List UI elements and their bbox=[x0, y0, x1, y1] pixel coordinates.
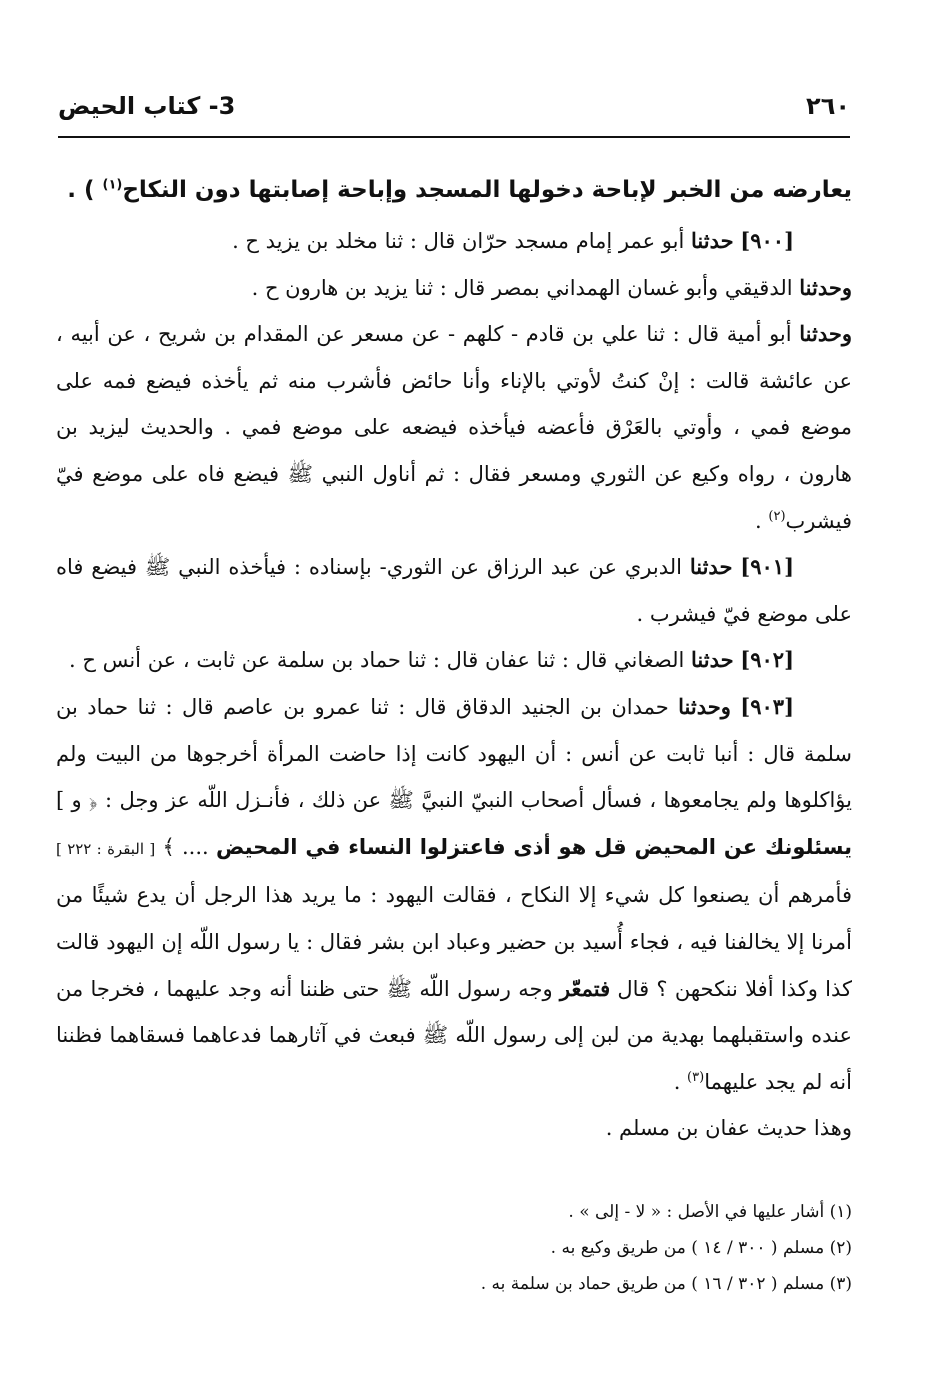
haddathana: وحدثنا bbox=[799, 274, 852, 300]
footnote-ref-3: (٣) bbox=[687, 1069, 705, 1085]
hadith-text-2: فأمرهم أن يصنعوا كل شيء إلا النكاح ، فقالت اليهود : ما يريد هذا الرجل أن يدع شيئًا من أمرنا إلا يخالفنا فيه ، فجاء أُسيد بن حضير وعباد ابن بشر فقال : يا رسول اللّه إن اليهود قالت كذا وكذا أفلا ننكحهن ؟ قال bbox=[56, 883, 852, 1001]
quran-verse: يسئلونك عن المحيض قل هو أذى فاعتزلوا النساء في المحيض bbox=[215, 834, 852, 859]
verse-ellipsis: .... ﴾ bbox=[155, 834, 216, 859]
chain-end: . bbox=[755, 508, 769, 533]
main-text bbox=[56, 162, 852, 1152]
hadith-902 bbox=[56, 637, 852, 684]
chain-3 bbox=[56, 311, 852, 544]
header-divider bbox=[58, 136, 850, 138]
emphasis-word: فتمعّر bbox=[559, 975, 611, 1001]
hadith-901 bbox=[56, 544, 852, 637]
footnotes bbox=[56, 1194, 852, 1302]
hadith-end: . bbox=[673, 1069, 688, 1094]
footnote-1: (١) أشار عليها في الأصل : « لا - إلى » . bbox=[568, 1202, 852, 1222]
footnote-ref-2: (٢) bbox=[768, 508, 786, 524]
hadith-text: الدبري عن عبد الرزاق عن الثوري- بإسناده : فيأخذه النبي ﷺ فيضع فاه على موضع فيّ فيشرب . bbox=[56, 555, 852, 626]
haddathana: حدثنا bbox=[691, 228, 734, 253]
lead-text: يعارضه من الخبر لإباحة دخولها المسجد وإباحة إصابتها دون النكاح bbox=[122, 177, 852, 203]
chapter-title: 3- كتاب الحيض bbox=[58, 92, 236, 120]
hadith-number: [٩٠٣] bbox=[740, 693, 794, 719]
page-header bbox=[58, 92, 850, 126]
chain-text: الدقيقي وأبو غسان الهمداني بمصر قال : ثنا يزيد بن هارون ح . bbox=[251, 275, 800, 300]
hadith-number: [٩٠٢] bbox=[740, 647, 794, 673]
hadith-text-3: وجه رسول اللّه ﷺ حتى ظننا أنه وجد عليهما ، فخرجا من عنده واستقبلهما بهدية من لبن إلى رسول اللّه ﷺ فبعث في آثارهما فدعاهما فسقاهما فظننا أنه لم يجد عليهما bbox=[56, 976, 852, 1094]
hadith-text: الصغاني قال : ثنا عفان قال : ثنا حماد بن سلمة عن ثابت ، عن أنس ح . bbox=[68, 648, 691, 673]
footnote-ref-1: (١) bbox=[102, 177, 123, 193]
lead-paragraph bbox=[56, 162, 852, 218]
verse-reference: [ البقرة : ٢٢٢ ] bbox=[56, 839, 156, 858]
page-number: ٢٦٠ bbox=[806, 92, 850, 120]
closing-line: وهذا حديث عفان بن مسلم . bbox=[605, 1116, 852, 1141]
hadith-text: أبو عمر إمام مسجد حرّان قال : ثنا مخلد بن يزيد ح . bbox=[232, 229, 691, 253]
hadith-900 bbox=[56, 218, 852, 265]
chain-text: أبو أمية قال : ثنا علي بن قادم - كلهم - عن مسعر عن المقدام بن شريح ، عن أبيه ، عن عائشة قالت : إنْ كنتُ لأوتي بالإناء وأنا حائض فأشرب منه ثم يأخذه فيضع فمه على موضع فمي ، وأوتي بالعَرْق فأعضه فيأخذه فيضعه على موضع فمي . والحديث ليزيد بن هارون ، رواه وكيع عن الثوري ومسعر فقال : ثم أناول النبي ﷺ فيضع فاه على موضع فيّ فيشرب bbox=[56, 322, 852, 533]
haddathana: حدثنا bbox=[691, 647, 734, 673]
footnote-2: (٢) مسلم ( ٣٠٠ / ١٤ ) من طريق وكيع به . bbox=[550, 1238, 852, 1258]
haddathana: حدثنا bbox=[689, 554, 733, 580]
hadith-903 bbox=[56, 684, 852, 1105]
hadith-text: حمدان بن الجنيد الدقاق قال : ثنا عمرو بن عاصم قال : ثنا حماد بن سلمة قال : أنبا ثابت عن أنس : أن اليهود كانت إذا حاضت المرأة أخرجوها من البيت ولم يؤاكلوها ولم يجامعوها ، فسأل أصحاب النبيّ النبيَّ ﷺ عن ذلك ، فأنـزل اللّه عز وجل : ﴿ و ] bbox=[56, 694, 852, 813]
haddathana: وحدثنا bbox=[799, 321, 852, 347]
chain-2 bbox=[56, 265, 852, 312]
hadith-number: [٩٠١] bbox=[740, 554, 794, 580]
hadith-number: [٩٠٠] bbox=[740, 228, 794, 253]
haddathana: وحدثنا bbox=[678, 693, 731, 719]
footnote-3: (٣) مسلم ( ٣٠٢ / ١٦ ) من طريق حماد بن سلمة به . bbox=[480, 1274, 852, 1294]
lead-end: ) . bbox=[67, 177, 103, 203]
